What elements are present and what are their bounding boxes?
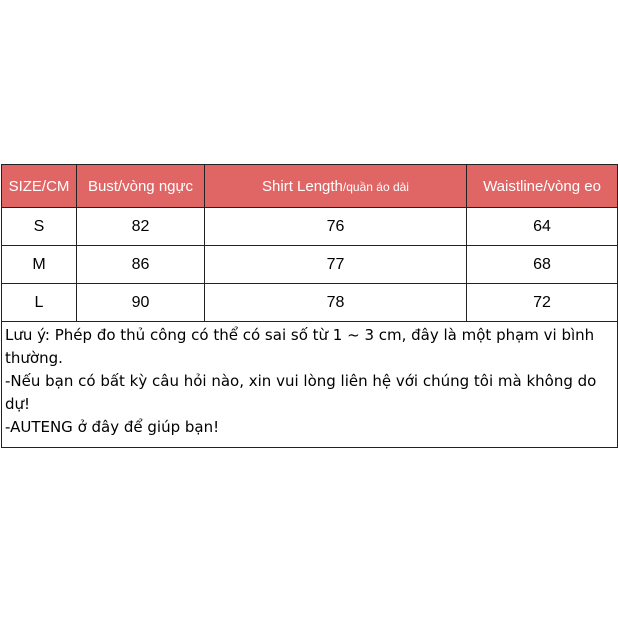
header-shirt-length <box>205 165 467 208</box>
table-row <box>2 208 618 246</box>
table-row <box>2 284 618 322</box>
cell-size: M <box>2 246 77 284</box>
cell-bust: 86 <box>77 246 205 284</box>
note-measurement-error: Lưu ý: Phép đo thủ công có thể có sai số từ 1 ~ 3 cm, đây là một phạm vi bình thường. <box>5 326 595 367</box>
notes-cell <box>2 322 618 448</box>
cell-waist: 64 <box>467 208 618 246</box>
header-size: SIZE/CM <box>2 165 77 208</box>
cell-waist: 72 <box>467 284 618 322</box>
size-chart-table <box>1 164 618 448</box>
header-waistline: Waistline/vòng eo <box>467 165 618 208</box>
header-shirt-length-sub: /quần áo dài <box>342 179 409 194</box>
cell-length: 78 <box>205 284 467 322</box>
cell-size: L <box>2 284 77 322</box>
table-row <box>2 246 618 284</box>
cell-bust: 82 <box>77 208 205 246</box>
cell-length: 77 <box>205 246 467 284</box>
notes-row <box>2 322 618 448</box>
note-contact-us: -Nếu bạn có bất kỳ câu hỏi nào, xin vui lòng liên hệ với chúng tôi mà không do dự! <box>5 372 597 413</box>
cell-length: 76 <box>205 208 467 246</box>
cell-size: S <box>2 208 77 246</box>
header-row <box>2 165 618 208</box>
header-shirt-length-main: Shirt Length <box>262 177 343 195</box>
cell-waist: 68 <box>467 246 618 284</box>
cell-bust: 90 <box>77 284 205 322</box>
header-bust: Bust/vòng ngực <box>77 165 205 208</box>
note-brand-help: -AUTENG ở đây để giúp bạn! <box>5 418 220 436</box>
